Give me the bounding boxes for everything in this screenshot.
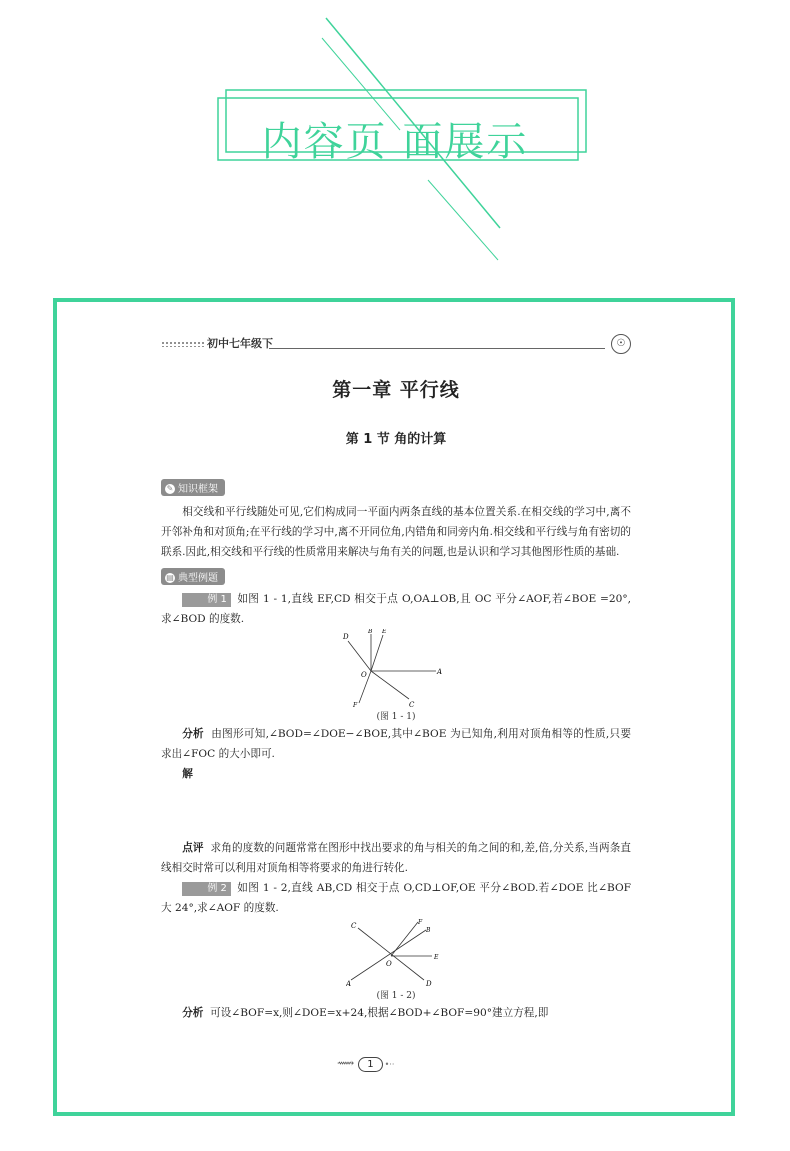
section-title: 第 1 节 角的计算: [345, 432, 447, 447]
page-dots: •··: [384, 1060, 395, 1069]
example1-label: 例 1: [182, 593, 231, 607]
fig2-label-E: E: [434, 954, 439, 961]
fig1-label-E: E: [382, 629, 387, 635]
example2-label: 例 2: [182, 882, 231, 896]
example1-question: [161, 589, 631, 629]
example1-solution: [161, 764, 631, 784]
fig2-label-O: O: [386, 960, 392, 968]
header-dots: [161, 341, 205, 347]
example1-comment: [161, 838, 631, 878]
knowledge-block: [161, 477, 631, 562]
fig1-label-D: D: [343, 633, 349, 641]
runner-icon: ⟿: [337, 1056, 355, 1070]
header-rule: [269, 348, 605, 349]
analysis-text: 由图形可知,∠BOD=∠DOE−∠BOE,其中∠BOE 为已知角,利用对顶角相等的性质,只要求出∠FOC 的大小即可.: [161, 728, 632, 760]
example2-analysis: [161, 1003, 631, 1023]
pencil-icon: ✎: [166, 484, 174, 493]
example2-text: 如图 1 - 2,直线 AB,CD 相交于点 O,CD⊥OF,OE 平分∠BOD.若∠DOE 比∠BOF 大 24°,求∠AOF 的度数.: [161, 882, 631, 914]
page-number: [337, 1052, 394, 1072]
fig2-label-A: A: [346, 980, 352, 988]
fig1-label-O: O: [361, 671, 367, 679]
knowledge-text: 相交线和平行线随处可见,它们构成同一平面内两条直线的基本位置关系.在相交线的学习中,离不开邻补角和对顶角;在平行线的学习中,离不开同位角,内错角和同旁内角.相交线和平行线与角有密切的联系.因此,相交线和平行线的性质常用来解决与角有关的问题,也是认识和学习其他图形性质的基础.: [161, 506, 631, 558]
example1-analysis: [161, 724, 631, 764]
figure-1-2: [346, 918, 446, 988]
comment-text: 求角的度数的问题常常在图形中找出要求的角与相关的角之间的和,差,倍,分关系,当两条直线相交时常可以利用对顶角相等将要求的角进行转化.: [161, 842, 631, 874]
fig1-label-A: A: [437, 668, 443, 676]
fig2-label-F: F: [418, 919, 423, 926]
fig2-label-D: D: [426, 980, 432, 988]
page-header: [161, 331, 631, 357]
solution-label: 解: [182, 768, 193, 780]
banner-title: 内容页 面展示: [261, 119, 529, 165]
page-number-box: 1: [358, 1057, 382, 1072]
fig1-label-B: B: [368, 629, 373, 635]
knowledge-tag: [161, 479, 225, 496]
analysis-label: 分析: [182, 728, 204, 740]
analysis2-label: 分析: [182, 1007, 204, 1019]
banner: [0, 0, 790, 280]
book-icon: ▤: [166, 573, 174, 582]
fig2-label-C: C: [351, 922, 357, 930]
example1-text: 如图 1 - 1,直线 EF,CD 相交于点 O,OA⊥OB,且 OC 平分∠AOF,若∠BOE =20°,求∠BOD 的度数.: [161, 593, 631, 625]
examples-tag-label: 典型例题: [178, 573, 218, 584]
knowledge-tag-label: 知识框架: [178, 484, 218, 495]
figure-1-1: [341, 629, 451, 709]
figure-1-2-caption: (图 1 - 2): [376, 991, 416, 1001]
grade-label: 初中七年级下: [207, 337, 273, 350]
solution-space: [161, 784, 631, 838]
example2-question: [161, 878, 631, 918]
fig1-label-C: C: [409, 701, 415, 709]
analysis2-text: 可设∠BOF=x,则∠DOE=x+24,根据∠BOD+∠BOF=90°建立方程,即: [210, 1007, 549, 1019]
figure-1-1-caption: (图 1 - 1): [376, 712, 416, 722]
examples-tag: [161, 568, 225, 585]
school-emblem-icon: ☉: [611, 334, 631, 354]
fig2-label-B: B: [426, 927, 431, 934]
page-content: [161, 331, 631, 1023]
chapter-title: 第一章 平行线: [332, 379, 460, 401]
comment-label: 点评: [182, 842, 204, 854]
fig1-label-F: F: [353, 702, 358, 709]
examples-block: [161, 566, 631, 585]
